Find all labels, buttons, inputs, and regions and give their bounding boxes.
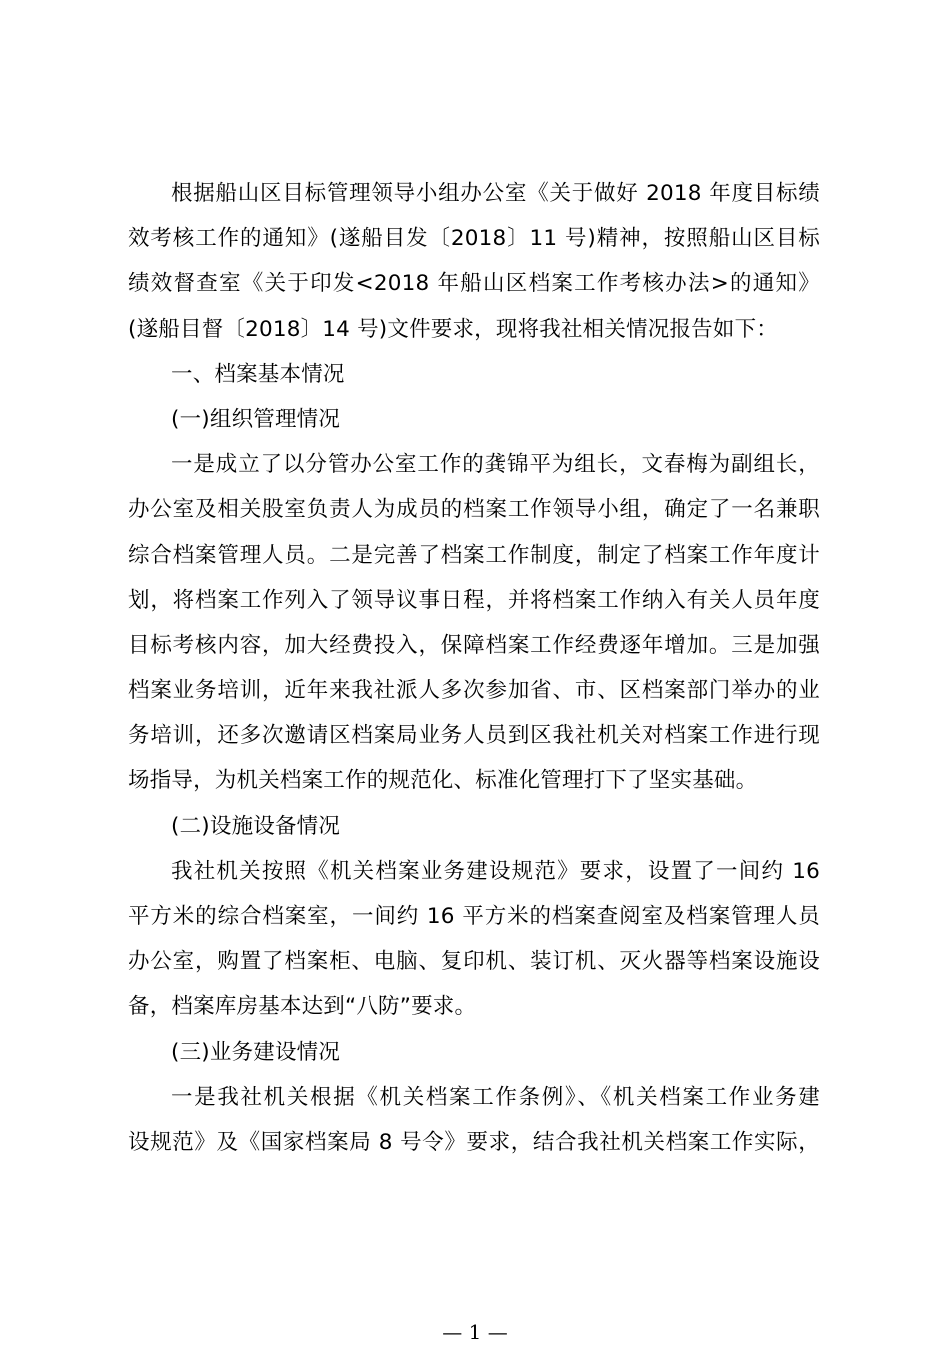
section-heading: 一、档案基本情况 (171, 361, 345, 387)
paragraph-line: 备，档案库房基本达到“八防”要求。 (128, 994, 477, 1020)
paragraph-line: 办公室及相关股室负责人为成员的档案工作领导小组，确定了一名兼职 (128, 497, 820, 523)
subsection-heading: (一)组织管理情况 (171, 406, 341, 432)
paragraph-line: 设规范》及《国家档案局 8 号令》要求，结合我社机关档案工作实际， (128, 1129, 820, 1155)
page-number: — 1 — (442, 1320, 508, 1344)
subsection-heading: (二)设施设备情况 (171, 813, 341, 839)
document-body (128, 171, 820, 1165)
paragraph-line: 目标考核内容，加大经费投入，保障档案工作经费逐年增加。三是加强 (128, 632, 820, 658)
paragraph-line: 场指导，为机关档案工作的规范化、标准化管理打下了坚实基础。 (128, 768, 758, 794)
subsection-heading: (三)业务建设情况 (171, 1039, 341, 1065)
paragraph-line: 我社机关按照《机关档案业务建设规范》要求，设置了一间约 16 (171, 858, 820, 884)
paragraph-line: 效考核工作的通知》(遂船目发〔2018〕11 号)精神，按照船山区目标 (128, 226, 820, 252)
paragraph-line: 务培训，还多次邀请区档案局业务人员到区我社机关对档案工作进行现 (128, 723, 820, 749)
paragraph-line: 一是我社机关根据《机关档案工作条例》、《机关档案工作业务建 (171, 1084, 820, 1110)
paragraph-line: 划，将档案工作列入了领导议事日程，并将档案工作纳入有关人员年度 (128, 587, 820, 613)
paragraph-line: 档案业务培训，近年来我社派人多次参加省、市、区档案部门举办的业 (128, 678, 820, 704)
paragraph-line: 一是成立了以分管办公室工作的龚锦平为组长，文春梅为副组长， (171, 452, 820, 478)
paragraph-line: 综合档案管理人员。二是完善了档案工作制度，制定了档案工作年度计 (128, 542, 820, 568)
paragraph-line: 办公室，购置了档案柜、电脑、复印机、装订机、灭火器等档案设施设 (128, 949, 820, 975)
paragraph-line: 绩效督查室《关于印发<2018 年船山区档案工作考核办法>的通知》 (128, 271, 820, 297)
paragraph-line: (遂船目督〔2018〕14 号)文件要求，现将我社相关情况报告如下： (128, 316, 778, 342)
paragraph-line: 平方米的综合档案室，一间约 16 平方米的档案查阅室及档案管理人员 (128, 904, 820, 929)
paragraph-line: 根据船山区目标管理领导小组办公室《关于做好 2018 年度目标绩 (171, 181, 820, 206)
